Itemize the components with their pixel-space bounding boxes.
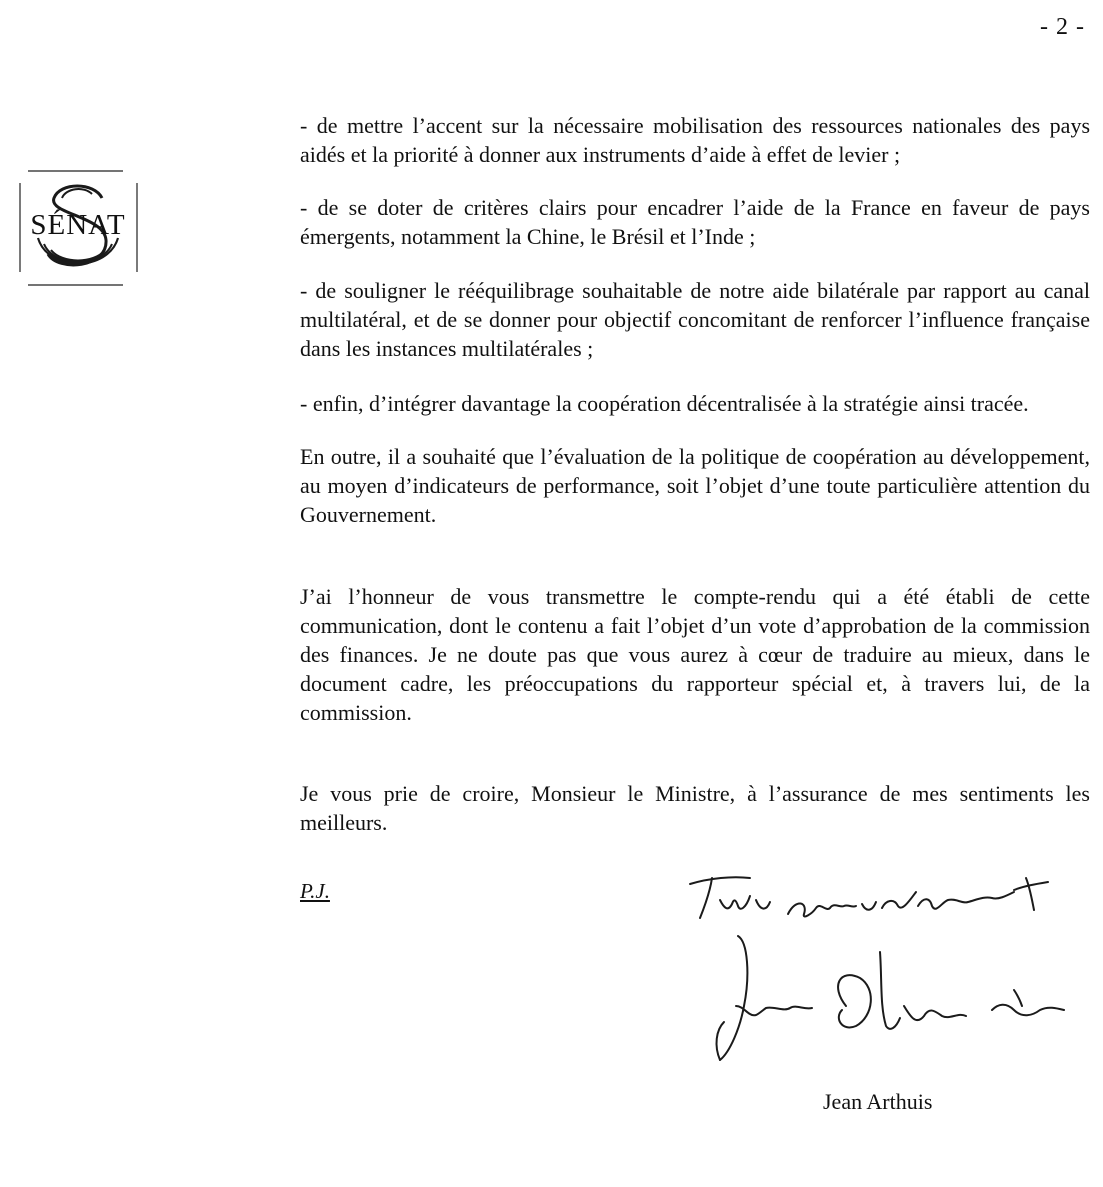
page-number: - 2 - <box>1040 14 1085 40</box>
bullet-paragraph-3: - de souligner le rééquilibrage souhaitable de notre aide bilatérale par rapport au canal multilatéral, et de se donner pour objectif concomitant de renforcer l’influence française dans les instances multilatérales ; <box>300 278 1090 361</box>
bullet-paragraph-1: - de mettre l’accent sur la nécessaire mobilisation des ressources nationales des pays aidés et la priorité à donner aux instruments d’aide à effet de levier ; <box>300 113 1090 167</box>
letter-body <box>300 111 1090 837</box>
transmission-paragraph: J’ai l’honneur de vous transmettre le compte-rendu qui a été établi de cette communication, dont le contenu a fait l’objet d’un vote d’approbation de la commission des finances. Je ne doute pas que vous aurez à cœur de traduire au mieux, dans le document cadre, les préoccupations du rapporteur spécial et, à travers lui, de la commission. <box>300 584 1090 725</box>
attachment-label: P.J. <box>300 879 330 903</box>
senat-logo <box>18 168 138 288</box>
signature-drawing <box>680 856 1080 1076</box>
evaluation-paragraph: En outre, il a souhaité que l’évaluation de la politique de coopération au développement, au moyen d’indicateurs de performance, soit l’objet d’une toute particulière attention du Gouvernement. <box>300 444 1090 527</box>
bullet-paragraph-4: - enfin, d’intégrer davantage la coopération décentralisée à la stratégie ainsi tracée. <box>300 391 1029 416</box>
bullet-paragraph-2: - de se doter de critères clairs pour encadrer l’aide de la France en faveur de pays émergents, notamment la Chine, le Brésil et l’Inde ; <box>300 195 1090 249</box>
signatory-name: Jean Arthuis <box>823 1089 933 1114</box>
senat-logo-icon <box>18 168 138 288</box>
closing-paragraph: Je vous prie de croire, Monsieur le Ministre, à l’assurance de mes sentiments les meilleurs. <box>300 781 1090 835</box>
senat-logo-text: SÉNAT <box>30 209 126 241</box>
handwritten-signature <box>680 856 1080 1076</box>
